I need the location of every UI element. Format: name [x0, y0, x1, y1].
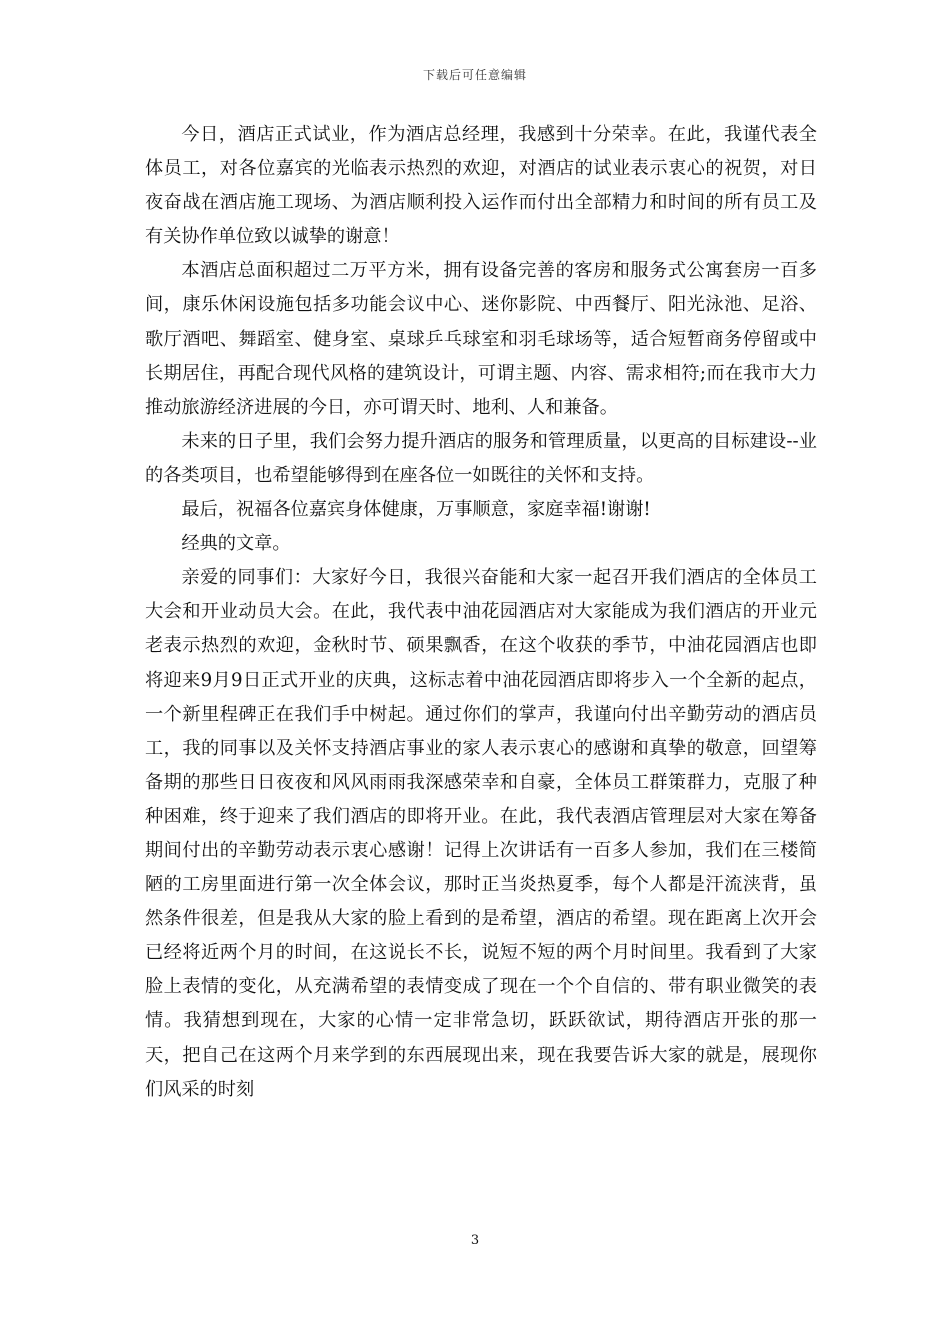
- document-body: [145, 118, 817, 1107]
- paragraph-hotel-intro: 本酒店总面积超过二万平方米，拥有设备完善的客房和服务式公寓套房一百多间，康乐休闲设施包括多功能会议中心、迷你影院、中西餐厅、阳光泳池、足浴、歌厅酒吧、舞蹈室、健身室、桌球乒乓球室和羽毛球场等，适合短暂商务停留或中长期居住，再配合现代风格的建筑设计，可谓主题、内容、需求相符;而在我市大力推动旅游经济进展的今日，亦可谓天时、地利、人和兼备。: [145, 260, 817, 418]
- paragraph-opening: 今日，酒店正式试业，作为酒店总经理，我感到十分荣幸。在此，我谨代表全体员工，对各位嘉宾的光临表示热烈的欢迎，对酒店的试业表示衷心的祝贺，对日夜奋战在酒店施工现场、为酒店顺利投入运作而付出全部精力和时间的所有员工及有关协作单位致以诚挚的谢意！: [145, 124, 817, 248]
- page-number: 3: [470, 1233, 480, 1248]
- paragraph-classic-article: 经典的文章。: [181, 533, 291, 555]
- paragraph-staff-speech: 亲爱的同事们：大家好今日，我很兴奋能和大家一起召开我们酒店的全体员工大会和开业动员大会。在此，我代表中油花园酒店对大家能成为我们酒店的开业元老表示热烈的欢迎，金秋时节、硕果飘香，在这个收获的季节，中油花园酒店也即将迎来9月9日正式开业的庆典，这标志着中油花园酒店即将步入一个全新的起点，一个新里程碑正在我们手中树起。通过你们的掌声，我谨向付出辛勤劳动的酒店员工，我的同事以及关怀支持酒店事业的家人表示衷心的感谢和真挚的敬意，回望筹备期的那些日日夜夜和风风雨雨我深感荣幸和自豪，全体员工群策群力，克服了种种困难，终于迎来了我们酒店的即将开业。在此，我代表酒店管理层对大家在筹备期间付出的辛勤劳动表示衷心感谢！记得上次讲话有一百多人参加，我们在三楼简陋的工房里面进行第一次全体会议，那时正当炎热夏季，每个人都是汗流浃背，虽然条件很差，但是我从大家的脸上看到的是希望，酒店的希望。现在距离上次开会已经将近两个月的时间，在这说长不长，说短不短的两个月时间里。我看到了大家脸上表情的变化，从充满希望的表情变成了现在一个个自信的、带有职业微笑的表情。我猜想到现在，大家的心情一定非常急切，跃跃欲试，期待酒店开张的那一天，把自己在这两个月来学到的东西展现出来，现在我要告诉大家的就是，展现你们风采的时刻: [145, 567, 817, 1100]
- paragraph-future: 未来的日子里，我们会努力提升酒店的服务和管理质量，以更高的目标建设--业的各类项目，也希望能够得到在座各位一如既往的关怀和支持。: [145, 430, 817, 486]
- page-header: 下载后可任意编辑: [422, 68, 527, 82]
- paragraph-blessing: 最后，祝福各位嘉宾身体健康，万事顺意，家庭幸福!谢谢!: [181, 499, 651, 521]
